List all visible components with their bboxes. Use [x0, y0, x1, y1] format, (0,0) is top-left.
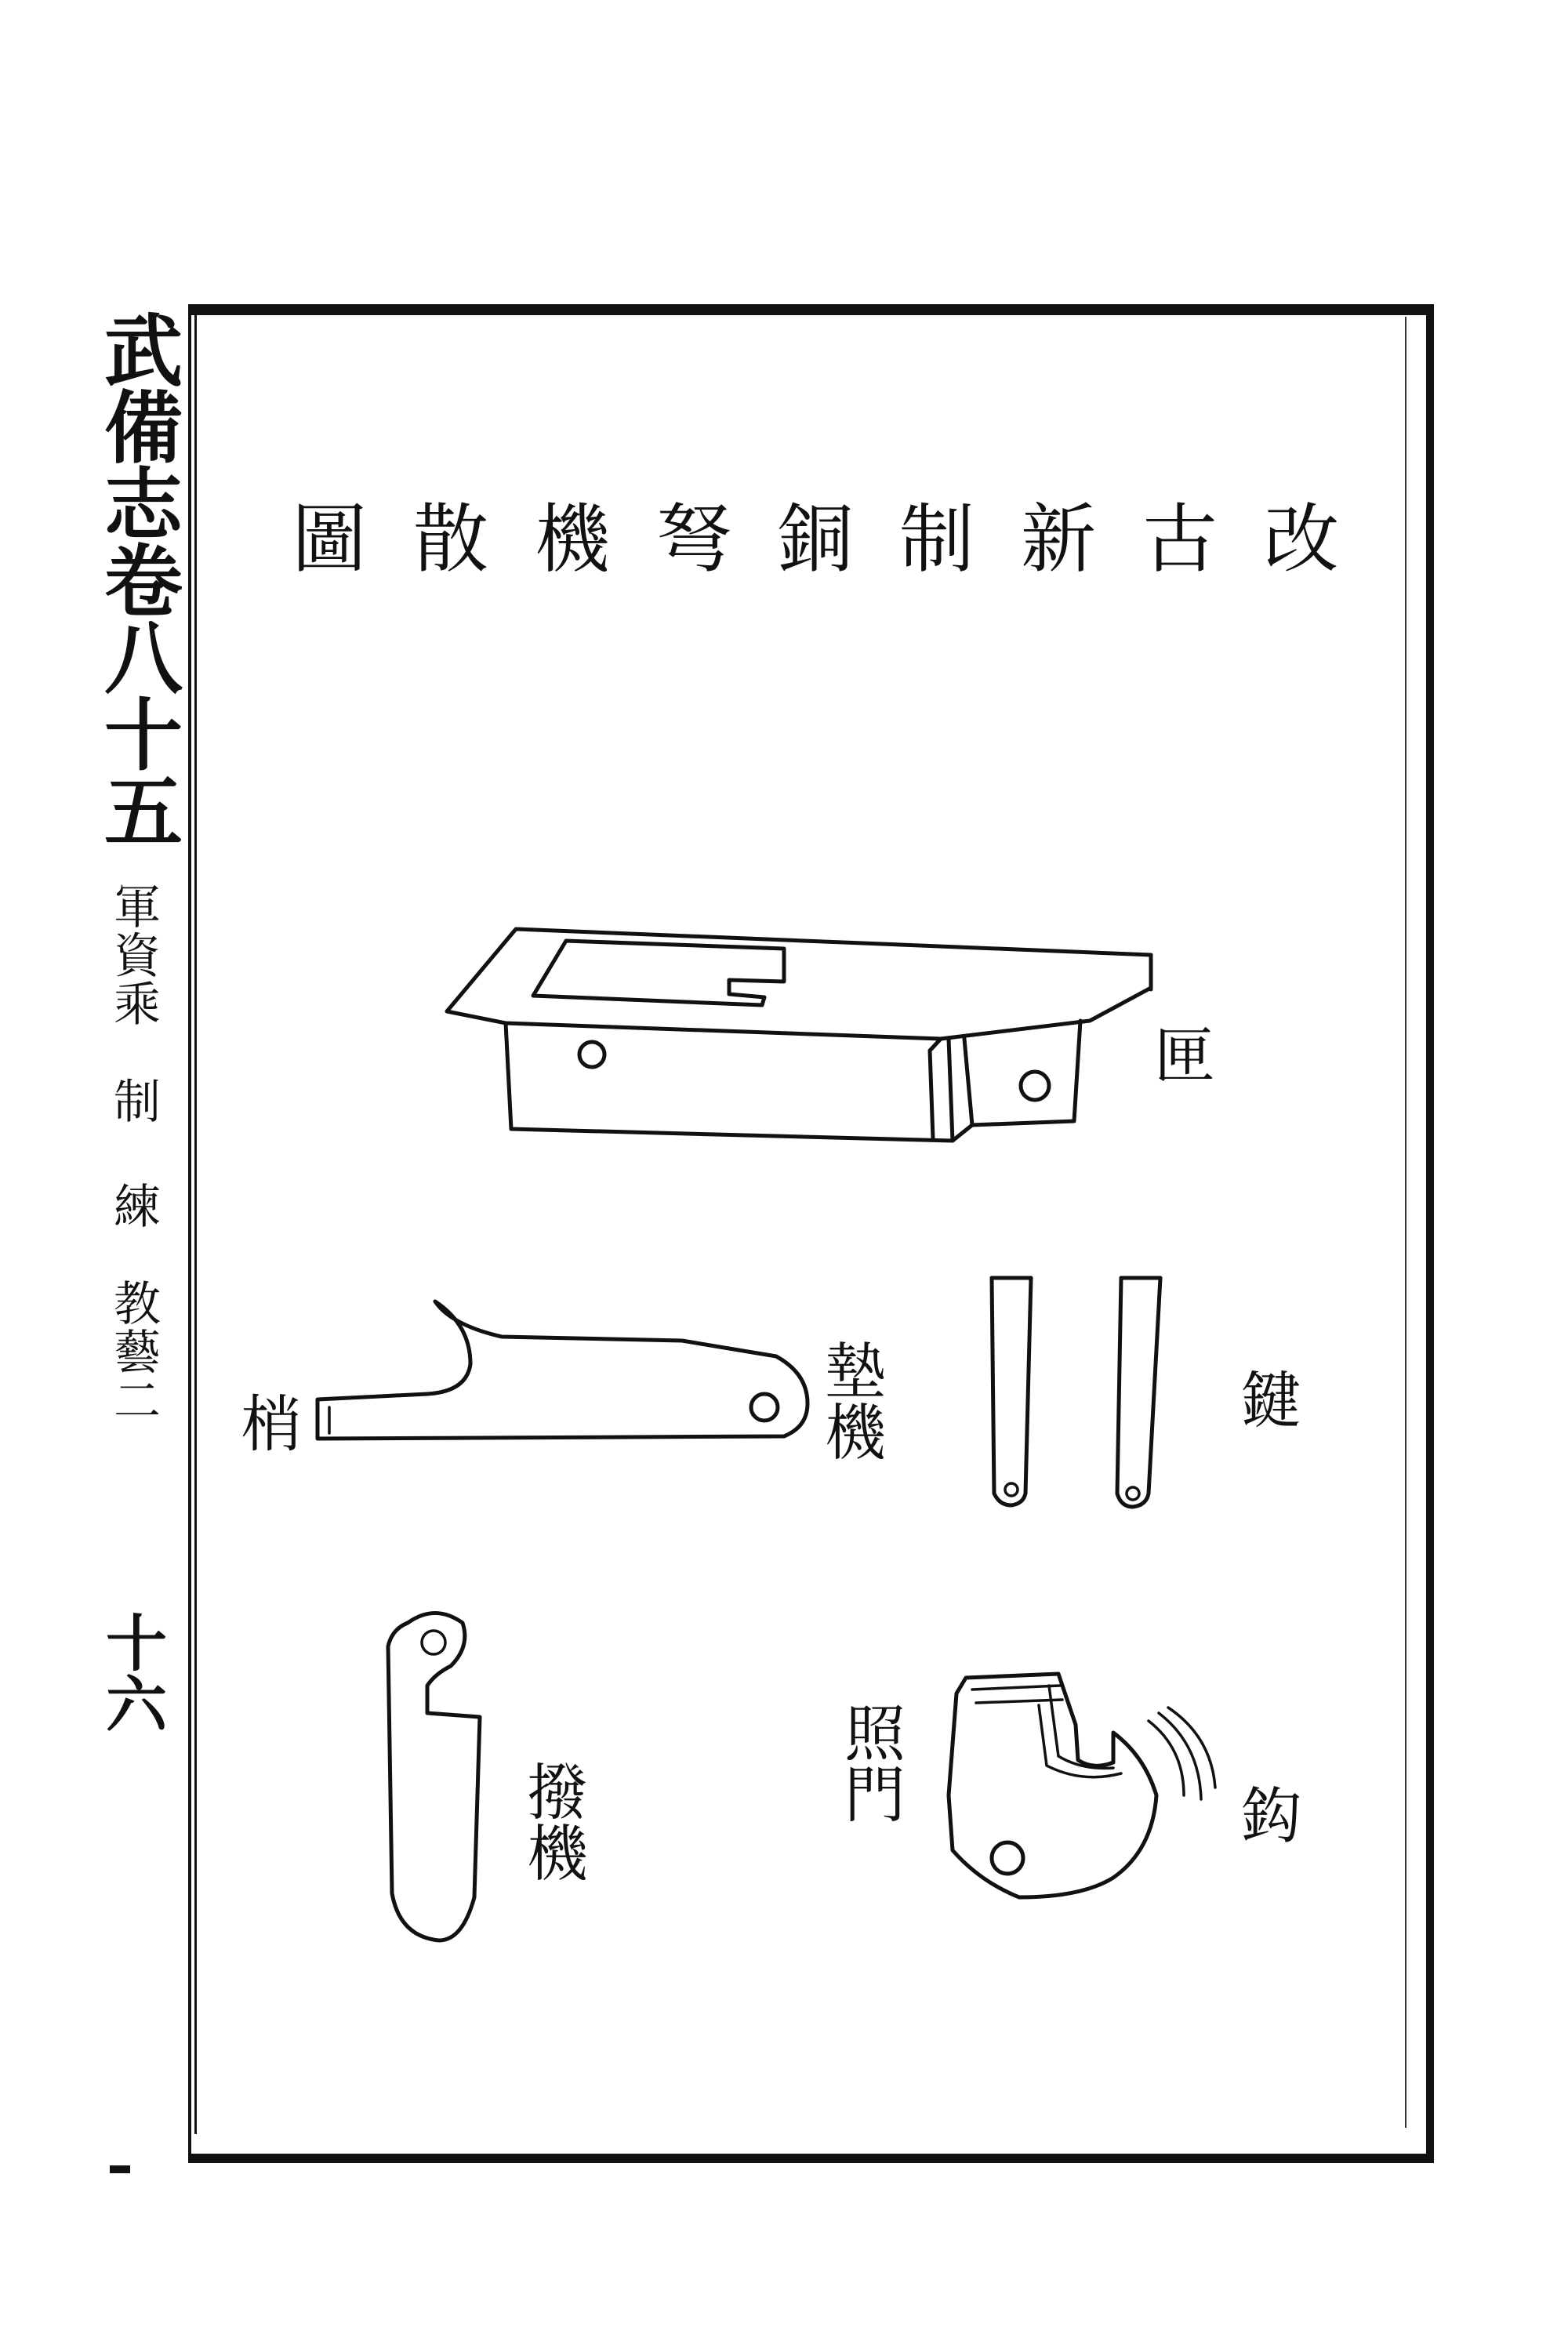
- margin-section-title: 軍資乘 制 練 教藝二: [106, 882, 161, 1425]
- label-tip: 梢: [230, 1392, 301, 1453]
- heading-char: 銅: [778, 495, 853, 583]
- label-release-lever: 撥機: [517, 1760, 587, 1882]
- heading-char: 弩: [656, 495, 731, 583]
- label-keys: 鍵: [1230, 1368, 1301, 1429]
- margin-page-number: 十六: [96, 1611, 167, 1733]
- heading-char: 圖: [292, 495, 367, 583]
- heading-char: 古: [1142, 495, 1218, 583]
- heading-char: 散: [413, 495, 488, 583]
- label-sight: 照門: [834, 1701, 905, 1824]
- label-hook: 鈎: [1230, 1784, 1301, 1845]
- heading-char: 機: [535, 495, 610, 583]
- margin-book-title: 武備志卷八十五: [91, 310, 183, 848]
- label-box: 匣: [1144, 1023, 1214, 1084]
- keys-drawing: [992, 1278, 1160, 1507]
- pad-mechanism-drawing: [318, 1301, 808, 1439]
- heading-char: 制: [899, 495, 975, 583]
- hook-drawing: [949, 1674, 1215, 1897]
- label-pad-mechanism: 墊機: [815, 1339, 885, 1461]
- heading-char: 新: [1021, 495, 1096, 583]
- release-lever-drawing: [388, 1613, 480, 1941]
- heading-char: 改: [1264, 495, 1339, 583]
- box-housing-drawing: [447, 929, 1151, 1141]
